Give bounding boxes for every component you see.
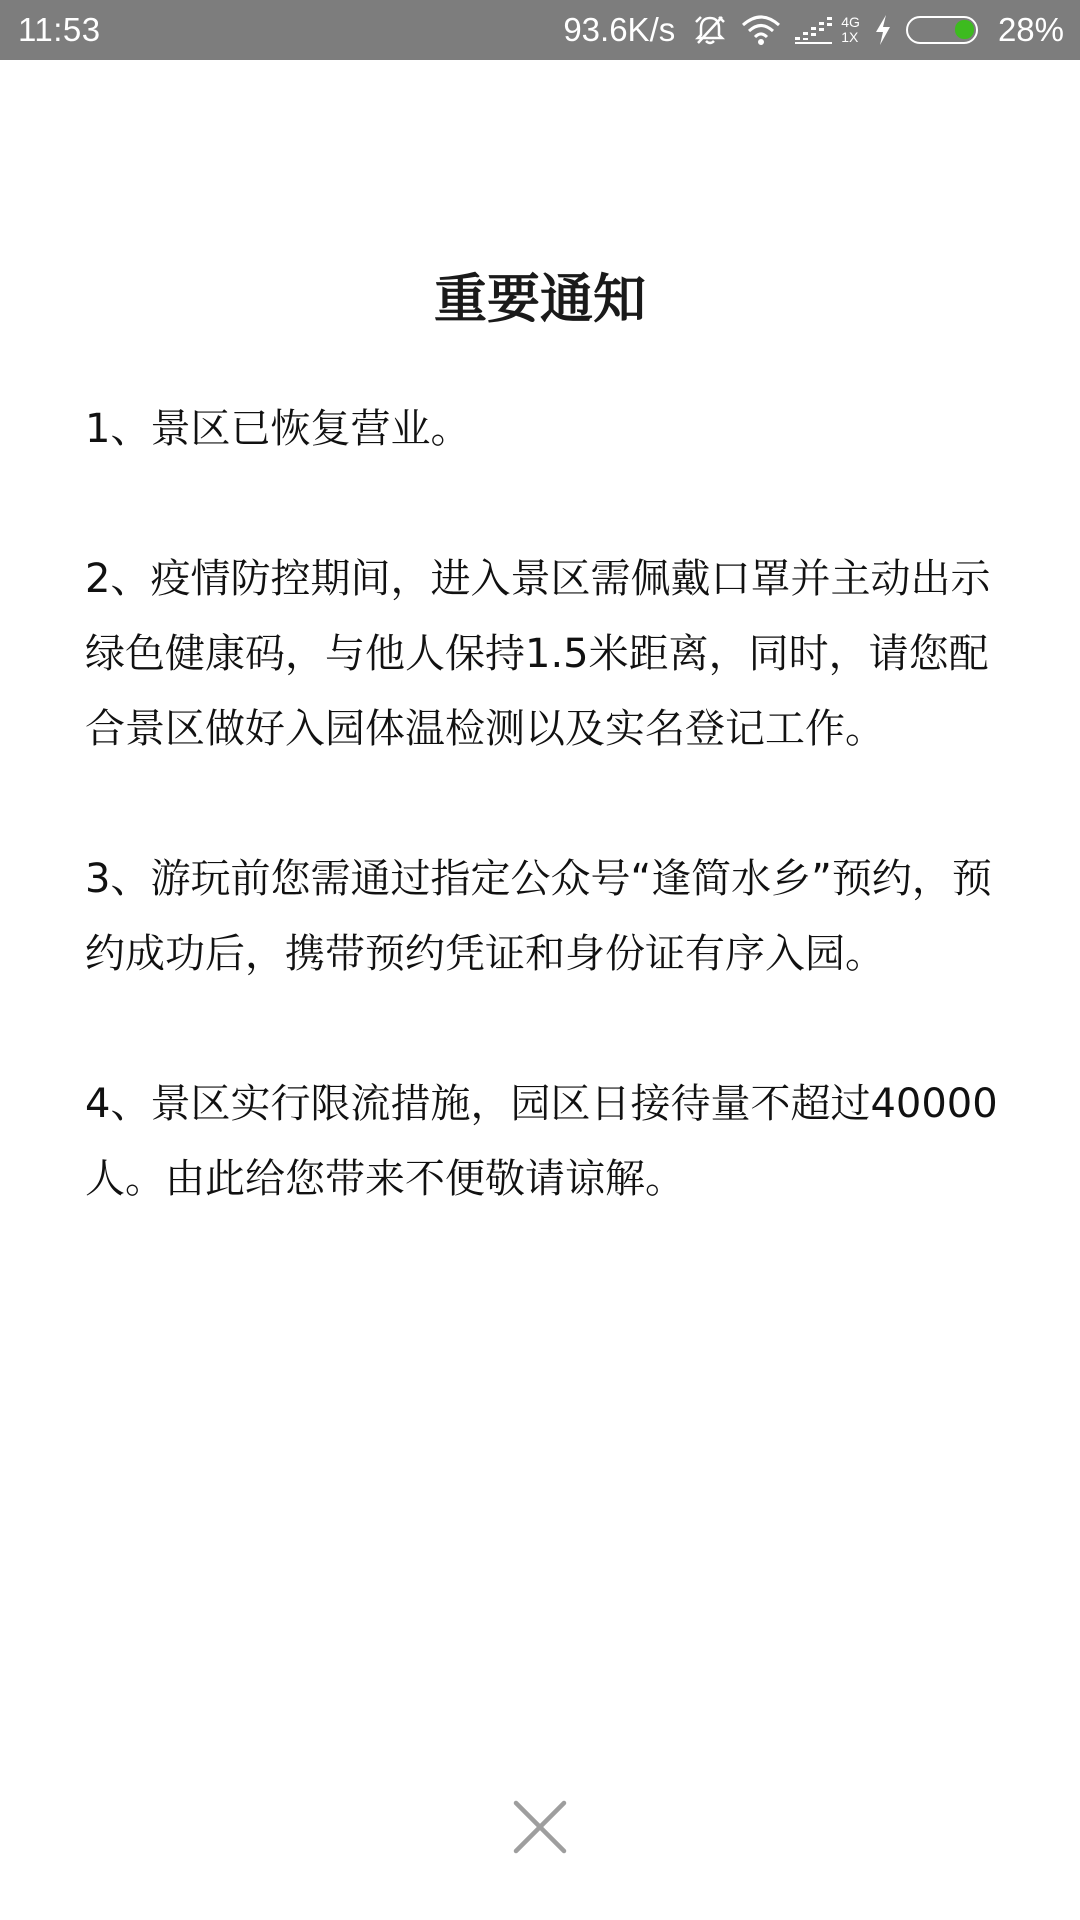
cellular-signal bbox=[795, 15, 860, 45]
network-type-bottom: 1X bbox=[841, 29, 859, 45]
status-icons bbox=[563, 11, 1064, 49]
network-type-top: 4G bbox=[841, 14, 860, 30]
network-speed: 93.6K/s bbox=[563, 11, 676, 48]
close-button[interactable] bbox=[508, 1795, 572, 1859]
notice-item-4: 4、景区实行限流措施，园区日接待量不超过40000人。由此给您带来不便敬请谅解。 bbox=[85, 1081, 998, 1202]
battery-icon bbox=[906, 16, 978, 44]
notice-title: 重要通知 bbox=[434, 269, 646, 330]
notice-item-3: 3、游玩前您需通过指定公众号“逢简水乡”预约，预约成功后，携带预约凭证和身份证有序入园。 bbox=[85, 856, 992, 977]
charging-icon bbox=[874, 14, 892, 46]
notice-item-1: 1、景区已恢复营业。 bbox=[85, 406, 471, 452]
battery-percent: 28% bbox=[997, 11, 1064, 48]
alarm-off-icon bbox=[693, 13, 727, 47]
status-time: 11:53 bbox=[18, 11, 101, 48]
wifi-icon bbox=[741, 14, 781, 46]
close-icon[interactable] bbox=[512, 1799, 568, 1855]
status-bar bbox=[0, 0, 1080, 60]
signal-bars-icon bbox=[795, 15, 835, 45]
network-type bbox=[841, 15, 860, 45]
notice-body bbox=[85, 392, 1005, 1292]
battery-fill bbox=[955, 20, 974, 39]
notice-item-2: 2、疫情防控期间，进入景区需佩戴口罩并主动出示绿色健康码，与他人保持1.5米距离，同时，请您配合景区做好入园体温检测以及实名登记工作。 bbox=[85, 556, 991, 752]
